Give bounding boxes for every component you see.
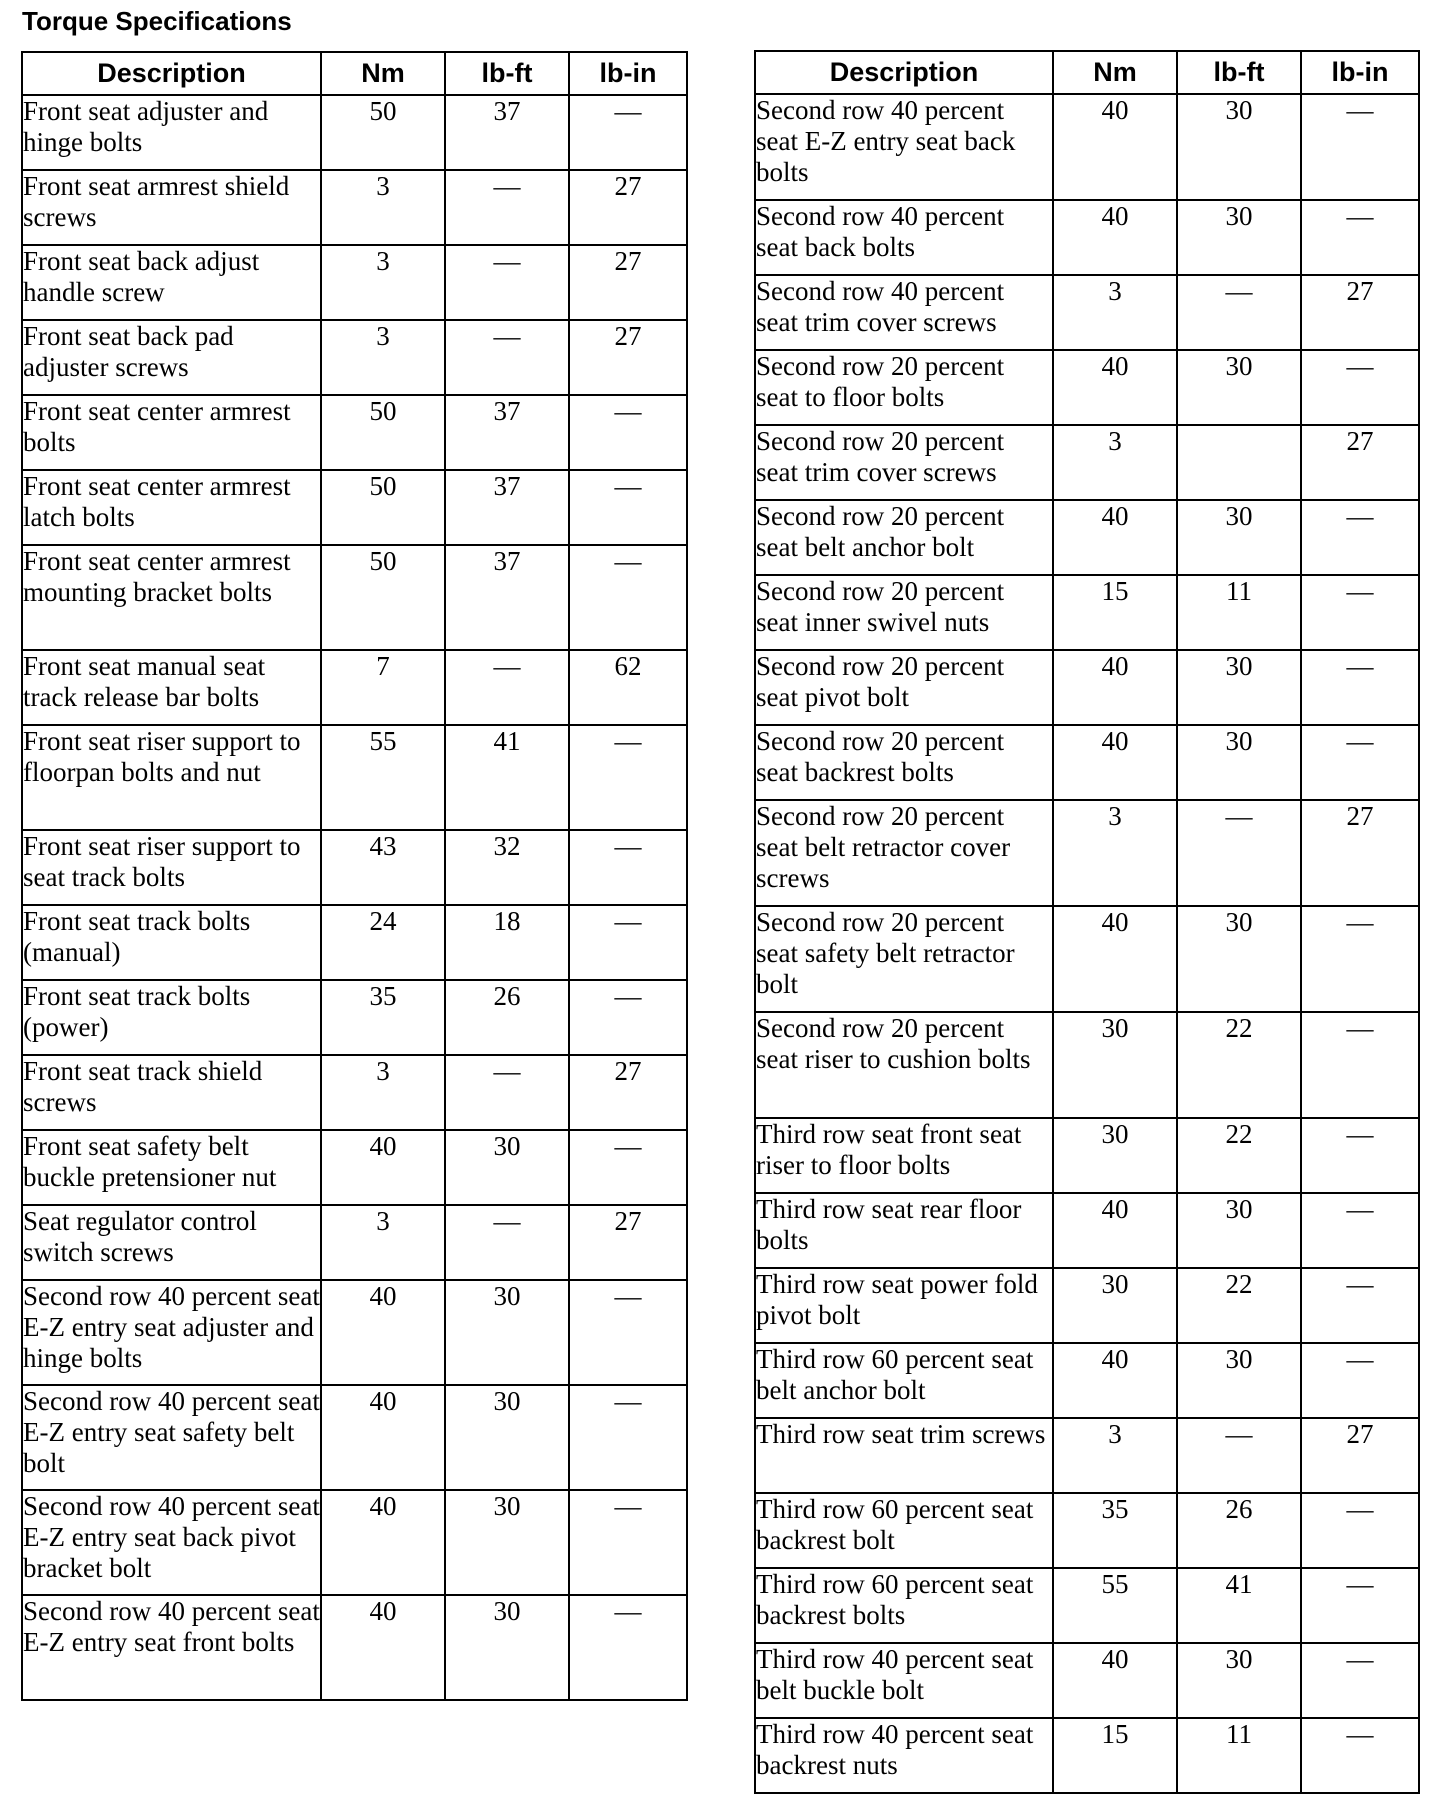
cell-lbft: 30 xyxy=(1177,906,1301,1012)
cell-nm: 40 xyxy=(321,1385,445,1490)
cell-lbft: — xyxy=(445,1205,569,1280)
cell-lbin: — xyxy=(1301,1493,1419,1568)
cell-lbin: 27 xyxy=(569,170,687,245)
table-row xyxy=(755,1268,1419,1343)
table-row xyxy=(22,650,687,725)
cell-description: Third row 60 percent seat backrest bolts xyxy=(755,1568,1053,1643)
cell-description: Front seat safety belt buckle pretensioner nut xyxy=(22,1130,321,1205)
cell-nm: 40 xyxy=(321,1280,445,1385)
header-lbft: lb-ft xyxy=(1177,51,1301,94)
cell-nm: 43 xyxy=(321,830,445,905)
cell-description: Seat regulator control switch screws xyxy=(22,1205,321,1280)
cell-lbft: 37 xyxy=(445,470,569,545)
cell-lbft: 30 xyxy=(1177,200,1301,275)
table-row xyxy=(22,320,687,395)
table-row xyxy=(22,95,687,170)
torque-table-left xyxy=(21,51,688,1701)
cell-description: Third row seat trim screws xyxy=(755,1418,1053,1493)
cell-lbft: 37 xyxy=(445,545,569,650)
cell-lbin: — xyxy=(1301,1268,1419,1343)
page-title: Torque Specifications xyxy=(22,6,292,36)
cell-lbft: — xyxy=(445,320,569,395)
cell-lbft: 41 xyxy=(445,725,569,830)
cell-description: Third row 60 percent seat backrest bolt xyxy=(755,1493,1053,1568)
cell-description: Second row 20 percent seat backrest bolts xyxy=(755,725,1053,800)
cell-description: Third row seat rear floor bolts xyxy=(755,1193,1053,1268)
cell-lbin: 27 xyxy=(569,1205,687,1280)
cell-lbin: — xyxy=(1301,1643,1419,1718)
table-row xyxy=(755,1193,1419,1268)
cell-lbft: 30 xyxy=(1177,650,1301,725)
table-row xyxy=(755,500,1419,575)
table-row xyxy=(22,545,687,650)
cell-lbin: — xyxy=(569,545,687,650)
header-description: Description xyxy=(755,51,1053,94)
table-row xyxy=(755,650,1419,725)
cell-description: Front seat track bolts (power) xyxy=(22,980,321,1055)
table-row xyxy=(755,1418,1419,1493)
cell-description: Front seat center armrest bolts xyxy=(22,395,321,470)
cell-lbin: 27 xyxy=(569,1055,687,1130)
cell-nm: 55 xyxy=(321,725,445,830)
table-row xyxy=(755,275,1419,350)
cell-lbft: 30 xyxy=(1177,725,1301,800)
table-row xyxy=(755,800,1419,906)
cell-nm: 40 xyxy=(1053,500,1177,575)
cell-lbft: 22 xyxy=(1177,1268,1301,1343)
cell-lbin: — xyxy=(1301,1343,1419,1418)
cell-lbft: 30 xyxy=(1177,350,1301,425)
table-row xyxy=(22,245,687,320)
cell-description: Second row 20 percent seat pivot bolt xyxy=(755,650,1053,725)
cell-lbin: 27 xyxy=(1301,1418,1419,1493)
cell-description: Second row 40 percent seat E-Z entry seat adjuster and hinge bolts xyxy=(22,1280,321,1385)
cell-nm: 35 xyxy=(321,980,445,1055)
header-row xyxy=(755,51,1419,94)
cell-lbin: 27 xyxy=(1301,425,1419,500)
cell-description: Front seat armrest shield screws xyxy=(22,170,321,245)
table-row xyxy=(22,725,687,830)
cell-description: Front seat track bolts (manual) xyxy=(22,905,321,980)
cell-description: Second row 40 percent seat E-Z entry seat safety belt bolt xyxy=(22,1385,321,1490)
cell-nm: 15 xyxy=(1053,1718,1177,1793)
table-row xyxy=(22,1595,687,1700)
cell-lbft: — xyxy=(1177,275,1301,350)
table-row xyxy=(755,1118,1419,1193)
cell-nm: 40 xyxy=(1053,906,1177,1012)
cell-nm: 40 xyxy=(321,1490,445,1595)
cell-description: Front seat track shield screws xyxy=(22,1055,321,1130)
table-row xyxy=(755,1568,1419,1643)
cell-lbin: 27 xyxy=(1301,800,1419,906)
cell-nm: 40 xyxy=(321,1130,445,1205)
table-row xyxy=(22,1130,687,1205)
cell-lbft: 30 xyxy=(445,1385,569,1490)
cell-nm: 15 xyxy=(1053,575,1177,650)
cell-lbft: 26 xyxy=(1177,1493,1301,1568)
cell-lbft: 32 xyxy=(445,830,569,905)
cell-nm: 3 xyxy=(1053,275,1177,350)
table-row xyxy=(755,1718,1419,1793)
cell-nm: 3 xyxy=(1053,1418,1177,1493)
cell-description: Front seat back pad adjuster screws xyxy=(22,320,321,395)
cell-lbft: 18 xyxy=(445,905,569,980)
cell-nm: 55 xyxy=(1053,1568,1177,1643)
cell-lbft: 37 xyxy=(445,95,569,170)
cell-lbft: — xyxy=(1177,1418,1301,1493)
cell-lbft xyxy=(1177,425,1301,500)
table-row xyxy=(22,170,687,245)
cell-description: Second row 40 percent seat back bolts xyxy=(755,200,1053,275)
cell-lbft: 30 xyxy=(1177,1643,1301,1718)
cell-description: Front seat center armrest mounting bracket bolts xyxy=(22,545,321,650)
cell-nm: 35 xyxy=(1053,1493,1177,1568)
cell-lbin: — xyxy=(569,1130,687,1205)
header-nm: Nm xyxy=(1053,51,1177,94)
cell-lbin: 27 xyxy=(569,320,687,395)
cell-description: Second row 20 percent seat inner swivel nuts xyxy=(755,575,1053,650)
cell-lbin: — xyxy=(1301,200,1419,275)
header-lbft: lb-ft xyxy=(445,52,569,95)
cell-lbft: 41 xyxy=(1177,1568,1301,1643)
cell-description: Front seat center armrest latch bolts xyxy=(22,470,321,545)
torque-table-right xyxy=(754,50,1420,1794)
table-row xyxy=(755,1643,1419,1718)
cell-lbin: — xyxy=(569,830,687,905)
cell-description: Second row 40 percent seat E-Z entry seat back bolts xyxy=(755,94,1053,200)
cell-lbft: — xyxy=(1177,800,1301,906)
cell-description: Second row 20 percent seat trim cover screws xyxy=(755,425,1053,500)
cell-lbin: — xyxy=(1301,1193,1419,1268)
table-row xyxy=(22,905,687,980)
header-nm: Nm xyxy=(321,52,445,95)
cell-description: Second row 40 percent seat trim cover screws xyxy=(755,275,1053,350)
cell-description: Second row 20 percent seat to floor bolts xyxy=(755,350,1053,425)
cell-nm: 30 xyxy=(1053,1012,1177,1118)
cell-nm: 40 xyxy=(1053,650,1177,725)
cell-lbin: — xyxy=(569,905,687,980)
cell-description: Second row 20 percent seat belt retractor cover screws xyxy=(755,800,1053,906)
cell-description: Front seat adjuster and hinge bolts xyxy=(22,95,321,170)
cell-nm: 50 xyxy=(321,395,445,470)
cell-nm: 3 xyxy=(1053,425,1177,500)
cell-description: Second row 40 percent seat E-Z entry seat back pivot bracket bolt xyxy=(22,1490,321,1595)
cell-nm: 40 xyxy=(1053,1643,1177,1718)
cell-lbft: — xyxy=(445,170,569,245)
cell-nm: 40 xyxy=(1053,1193,1177,1268)
table-row xyxy=(22,1205,687,1280)
cell-lbin: — xyxy=(1301,1012,1419,1118)
cell-nm: 24 xyxy=(321,905,445,980)
cell-nm: 30 xyxy=(1053,1118,1177,1193)
cell-lbft: 26 xyxy=(445,980,569,1055)
cell-lbin: — xyxy=(569,1385,687,1490)
table-row xyxy=(755,425,1419,500)
table-row xyxy=(22,1385,687,1490)
cell-nm: 3 xyxy=(1053,800,1177,906)
table-row xyxy=(755,906,1419,1012)
cell-lbin: — xyxy=(569,1280,687,1385)
header-lbin: lb-in xyxy=(1301,51,1419,94)
cell-description: Second row 40 percent seat E-Z entry seat front bolts xyxy=(22,1595,321,1700)
cell-description: Third row 40 percent seat backrest nuts xyxy=(755,1718,1053,1793)
cell-lbin: — xyxy=(1301,1718,1419,1793)
table-row xyxy=(755,94,1419,200)
cell-description: Front seat manual seat track release bar bolts xyxy=(22,650,321,725)
cell-nm: 40 xyxy=(1053,200,1177,275)
cell-description: Second row 20 percent seat safety belt retractor bolt xyxy=(755,906,1053,1012)
table-row xyxy=(22,470,687,545)
cell-description: Front seat riser support to floorpan bolts and nut xyxy=(22,725,321,830)
cell-lbft: 37 xyxy=(445,395,569,470)
cell-lbft: — xyxy=(445,650,569,725)
cell-nm: 40 xyxy=(1053,350,1177,425)
cell-nm: 3 xyxy=(321,170,445,245)
cell-nm: 30 xyxy=(1053,1268,1177,1343)
cell-lbft: 30 xyxy=(445,1490,569,1595)
table-row xyxy=(755,575,1419,650)
cell-lbin: — xyxy=(569,1595,687,1700)
cell-lbft: 11 xyxy=(1177,1718,1301,1793)
cell-lbin: — xyxy=(1301,575,1419,650)
cell-nm: 50 xyxy=(321,470,445,545)
cell-lbft: 30 xyxy=(1177,500,1301,575)
cell-lbft: 30 xyxy=(445,1130,569,1205)
table-row xyxy=(755,200,1419,275)
table-row xyxy=(22,830,687,905)
cell-description: Third row 60 percent seat belt anchor bolt xyxy=(755,1343,1053,1418)
cell-lbin: — xyxy=(1301,1118,1419,1193)
table-row xyxy=(755,1493,1419,1568)
cell-description: Third row seat front seat riser to floor bolts xyxy=(755,1118,1053,1193)
cell-lbin: — xyxy=(569,1490,687,1595)
header-description: Description xyxy=(22,52,321,95)
cell-lbin: — xyxy=(569,980,687,1055)
cell-lbft: 30 xyxy=(445,1280,569,1385)
cell-lbin: — xyxy=(569,470,687,545)
cell-lbft: 22 xyxy=(1177,1118,1301,1193)
cell-nm: 40 xyxy=(1053,1343,1177,1418)
cell-lbin: — xyxy=(569,725,687,830)
cell-description: Front seat back adjust handle screw xyxy=(22,245,321,320)
table-row xyxy=(755,350,1419,425)
cell-nm: 3 xyxy=(321,1055,445,1130)
cell-nm: 50 xyxy=(321,545,445,650)
cell-description: Front seat riser support to seat track bolts xyxy=(22,830,321,905)
table-row xyxy=(755,1343,1419,1418)
table-row xyxy=(22,980,687,1055)
cell-nm: 40 xyxy=(1053,725,1177,800)
cell-lbft: — xyxy=(445,1055,569,1130)
header-lbin: lb-in xyxy=(569,52,687,95)
table-row xyxy=(755,725,1419,800)
cell-description: Third row 40 percent seat belt buckle bolt xyxy=(755,1643,1053,1718)
table-row xyxy=(22,1055,687,1130)
cell-description: Second row 20 percent seat riser to cushion bolts xyxy=(755,1012,1053,1118)
cell-lbft: — xyxy=(445,245,569,320)
cell-nm: 40 xyxy=(321,1595,445,1700)
table-row xyxy=(22,395,687,470)
cell-lbft: 30 xyxy=(1177,94,1301,200)
table-row xyxy=(755,1012,1419,1118)
cell-nm: 40 xyxy=(1053,94,1177,200)
cell-lbin: 62 xyxy=(569,650,687,725)
cell-nm: 50 xyxy=(321,95,445,170)
cell-lbft: 11 xyxy=(1177,575,1301,650)
cell-lbin: — xyxy=(569,395,687,470)
cell-description: Third row seat power fold pivot bolt xyxy=(755,1268,1053,1343)
cell-lbin: — xyxy=(1301,725,1419,800)
cell-nm: 3 xyxy=(321,320,445,395)
cell-lbin: — xyxy=(1301,1568,1419,1643)
cell-lbft: 30 xyxy=(445,1595,569,1700)
cell-lbft: 30 xyxy=(1177,1343,1301,1418)
cell-nm: 7 xyxy=(321,650,445,725)
cell-lbin: 27 xyxy=(569,245,687,320)
cell-lbft: 30 xyxy=(1177,1193,1301,1268)
cell-lbin: — xyxy=(569,95,687,170)
cell-lbin: — xyxy=(1301,906,1419,1012)
cell-lbin: — xyxy=(1301,500,1419,575)
table-row xyxy=(22,1280,687,1385)
cell-nm: 3 xyxy=(321,245,445,320)
cell-nm: 3 xyxy=(321,1205,445,1280)
cell-lbin: — xyxy=(1301,94,1419,200)
table-row xyxy=(22,1490,687,1595)
header-row xyxy=(22,52,687,95)
cell-lbin: — xyxy=(1301,650,1419,725)
cell-lbin: — xyxy=(1301,350,1419,425)
cell-lbin: 27 xyxy=(1301,275,1419,350)
cell-description: Second row 20 percent seat belt anchor bolt xyxy=(755,500,1053,575)
cell-lbft: 22 xyxy=(1177,1012,1301,1118)
